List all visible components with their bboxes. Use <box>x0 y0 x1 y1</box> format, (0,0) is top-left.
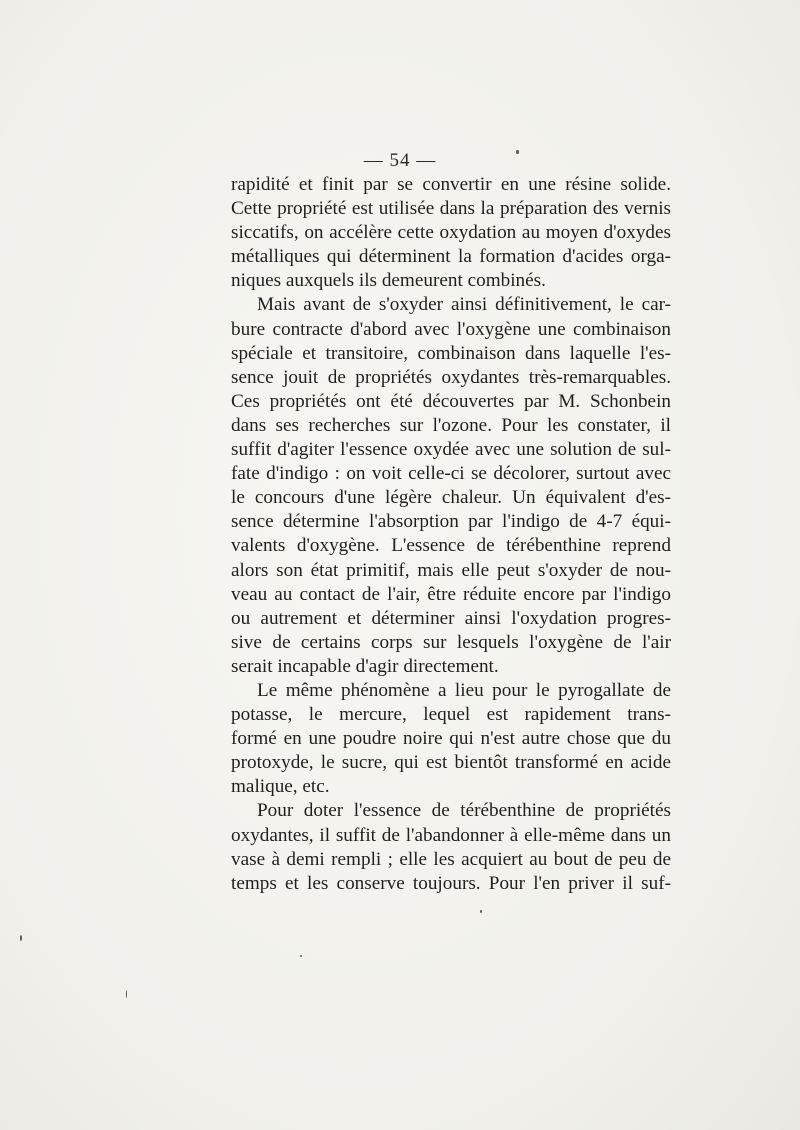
text-line: oxydantes, il suffit de l'abandonner à elle-même dans un <box>231 824 671 846</box>
text-line: siccatifs, on accélère cette oxydation au moyen d'oxydes <box>231 222 671 244</box>
paper-speck <box>516 150 519 154</box>
text-line: Ces propriétés ont été découvertes par M. Schonbein <box>231 390 671 412</box>
paper-speck <box>480 910 482 913</box>
paper-speck <box>300 955 302 957</box>
text-line: métalliques qui déterminent la formation d'acides orga- <box>231 246 671 268</box>
text-line: bure contracte d'abord avec l'oxygène une combinaison <box>231 318 671 340</box>
paper-speck <box>20 935 22 941</box>
text-line: fate d'indigo : on voit celle-ci se décolorer, surtout avec <box>231 463 671 485</box>
text-line: vase à demi rempli ; elle les acquiert au bout de peu de <box>231 848 671 870</box>
paragraph-4 <box>231 799 671 895</box>
text-line: Pour doter l'essence de térébenthine de propriétés <box>257 800 671 822</box>
text-line: temps et les conserve toujours. Pour l'en priver il suf- <box>231 872 671 894</box>
text-line: Le même phénomène a lieu pour le pyrogallate de <box>257 679 671 701</box>
text-line: potasse, le mercure, lequel est rapidement trans- <box>231 704 671 726</box>
text-line: sence détermine l'absorption par l'indigo de 4-7 équi- <box>231 511 671 533</box>
text-line: ou autrement et déterminer ainsi l'oxydation progres- <box>231 607 671 629</box>
text-line: suffit d'agiter l'essence oxydée avec une solution de sul- <box>231 439 671 461</box>
text-line: dans ses recherches sur l'ozone. Pour les constater, il <box>231 414 671 436</box>
text-line: le concours d'une légère chaleur. Un équivalent d'es- <box>231 487 671 509</box>
text-line: valents d'oxygène. L'essence de térébenthine reprend <box>231 535 671 557</box>
paragraph-3 <box>231 679 671 799</box>
text-line: serait incapable d'agir directement. <box>231 655 499 677</box>
text-line: veau au contact de l'air, être réduite encore par l'indigo <box>231 583 671 605</box>
text-line: Cette propriété est utilisée dans la préparation des vernis <box>231 198 671 220</box>
text-line: protoxyde, le sucre, qui est bientôt transformé en acide <box>231 752 671 774</box>
paragraph-1 <box>231 173 671 293</box>
text-line: malique, etc. <box>231 776 330 798</box>
text-line: sive de certains corps sur lesquels l'oxygène de l'air <box>231 631 671 653</box>
text-line: alors son état primitif, mais elle peut s'oxyder de nou- <box>231 559 671 581</box>
text-line: niques auxquels ils demeurent combinés. <box>231 270 546 292</box>
text-line: spéciale et transitoire, combinaison dans laquelle l'es- <box>231 342 671 364</box>
text-line: Mais avant de s'oxyder ainsi définitivement, le car- <box>257 294 671 316</box>
page-number: — 54 — <box>363 150 437 171</box>
body-text <box>231 173 671 896</box>
paper-speck <box>126 990 127 998</box>
text-line: sence jouit de propriétés oxydantes très-remarquables. <box>231 366 671 388</box>
text-line: rapidité et finit par se convertir en une résine solide. <box>231 174 671 195</box>
text-line: formé en une poudre noire qui n'est autre chose que du <box>231 728 671 750</box>
paragraph-2 <box>231 293 671 679</box>
